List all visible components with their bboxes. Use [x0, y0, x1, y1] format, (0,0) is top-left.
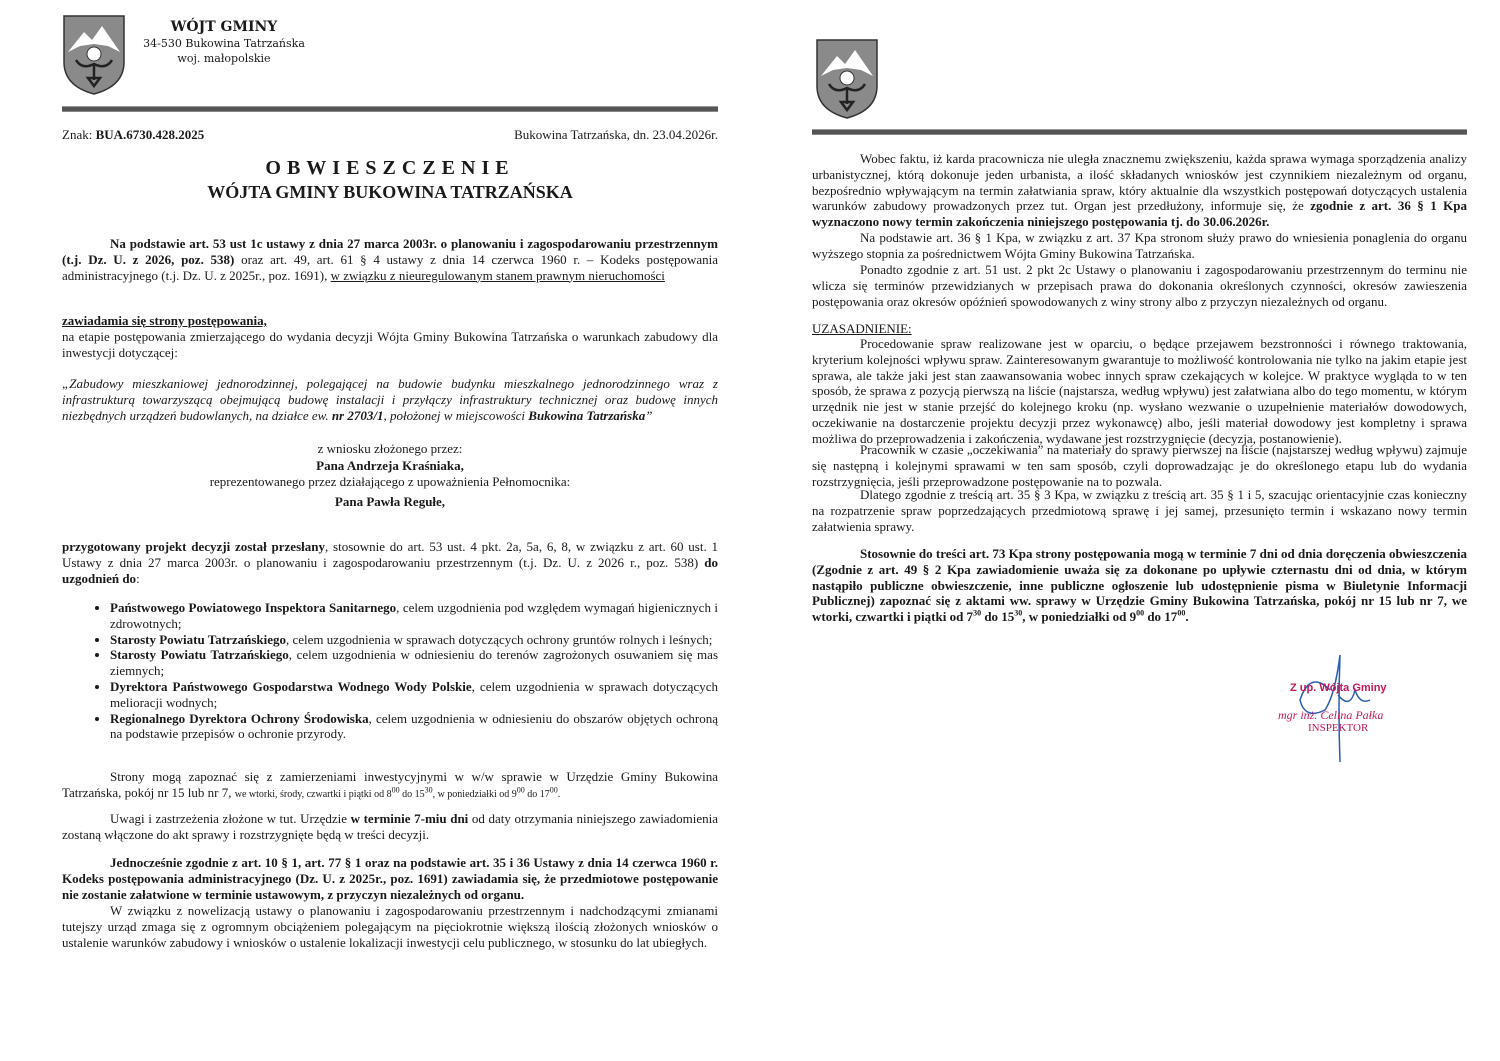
justification-text: Procedowanie spraw realizowane jest w oparciu, o będące przejawem bezstronności i równego traktowania, kryterium kolejności wpływu spraw. Zainteresowanym gwarantuje to możliwość kontrolowania nie tylko na jakim etapie jest sprawa, ale także jaki jest stan zaawansowania wobec innych spraw czekających w kolejce. W praktyce wygląda to w ten sposób, że sprawa z pozycją pierwszą na liście (najstarsza, według wpływu) jest załatwiana albo do tego momentu, w którym urzędnik nie jest w stanie przejść do kolejnego kroku (np. wysłano wezwanie o uzupełnienie materiałów dowodowych, oczekiwanie na dostarczenie projektu decyzji przez wykonawcę) albo, jeśli materiał dowodowy jest kompletny i sprawa możliwa do przeprowadzenia i zakończenia, wydawane jest rozstrzygnięcie (decyzja, postanowienie). [812, 336, 1467, 446]
hours-sup: 00 [549, 785, 558, 795]
draft-sent-text: , stosownie do art. 53 ust. 4 pkt. 2a, 5a, 6, 8, w związku z art. 60 ust. 1 Ustawy z dnia 27 marca 2003r. o planowaniu i zagospodarowaniu przestrzennym (t.j. Dz. U. z 2026 r., poz. 538) [62, 539, 718, 570]
access-text: , w poniedziałki od 9 [1022, 609, 1137, 625]
office-address: 34-530 Bukowina Tatrzańska [143, 37, 305, 50]
justification-heading [812, 321, 1467, 337]
justification-text: Dlatego zgodnie z treścią art. 35 § 3 Kpa, w związku z treścią art. 35 § 1 i 5, szacując orientacyjnie czas konieczny na rozpatrzenie spraw poprzedzających przedmiotową sprawę i jej samej, przesunięto termin i wskazano nowy termin załatwienia sprawy. [812, 487, 1467, 534]
title-line2: WÓJTA GMINY BUKOWINA TATRZAŃSKA [207, 182, 573, 202]
attorney-name: Pana Pawła Regułe, [334, 493, 446, 509]
authority-name: Dyrektora Państwowego Gospodarstwa Wodnego Wody Polskie [110, 678, 472, 694]
delay-notice-text: Jednocześnie zgodnie z art. 10 § 1, art. 77 § 1 oraz na podstawie art. 35 i 36 Ustawy z dnia 14 czerwca 1960 r. Kodeks postępowania administracyjnego (Dz. U. z 2025r., poz. 1691) zawiadamia się, że przedmiotowe postępowanie nie zostanie załatwione w terminie ustawowym, z przyczyn niezależnych od organu. [62, 855, 718, 902]
office-hours [234, 785, 561, 800]
access-text: do 15 [981, 609, 1015, 625]
hours-text: do 15 [399, 788, 425, 800]
list-item [110, 711, 718, 743]
letterhead [128, 18, 320, 66]
workload-paragraph [62, 903, 718, 950]
legal-basis-paragraph [62, 236, 718, 283]
authority-purpose: , celem uzgodnienia pod względem wymagań higienicznych i zdrowotnych; [110, 600, 718, 631]
quote-place: Bukowina Tatrzańska [528, 407, 646, 423]
office-name: WÓJT GMINY [170, 19, 278, 35]
authority-purpose: , celem uzgodnienia w sprawach dotyczących melioracji wodnych; [110, 678, 718, 710]
access-text: Stosownie do treści art. 73 Kpa strony postępowania mogą w terminie 7 dni od dnia doręczenia obwieszczenia (Zgodnie z art. 49 § 2 Kpa zawiadomienie uważa się za dokonane po upływie czternastu dni od dnia, w którym nastąpiło publiczne obwieszczenie, inne publiczne ogłoszenie lub udostępnienie pisma w Biuletynie Informacji Publicznej) zapoznać się z aktami ww. sprawy w Urzędzie Gminy Bukowina Tatrzańska, pokój nr 15 lub nr 7, we wtorki, czwartki i piątki od 7 [812, 546, 1467, 625]
reminder-right-paragraph [812, 230, 1467, 262]
remarks-paragraph [62, 811, 718, 843]
remarks-deadline: w terminie 7-miu dni [350, 811, 469, 826]
justification-paragraph-2 [812, 442, 1467, 489]
list-item [110, 632, 718, 648]
deadline-paragraph [812, 151, 1467, 230]
coat-of-arms-icon [62, 14, 126, 96]
investment-quote [62, 376, 718, 423]
list-item [110, 600, 718, 632]
quote-end: ” [645, 407, 653, 423]
agreements-list [62, 600, 718, 742]
authority-purpose: , celem uzgodnienia w odniesieniu do terenów zagrożonych osuwaniem się mas ziemnych; [110, 647, 718, 679]
authority-purpose: , celem uzgodnienia w sprawach dotyczących ochrony gruntów rolnych i leśnych; [286, 631, 713, 647]
hours-sup: 30 [973, 608, 982, 618]
authority-name: Starosty Powiatu Tatrzańskiego [110, 647, 289, 663]
reference-value: BUA.6730.428.2025 [95, 127, 205, 142]
workload-text: W związku z nowelizacją ustawy o planowaniu i zagospodarowaniu przestrzennym i nadchodzącymi zmianami tutejszy urząd zmaga się z ogromnym obciążeniem polegającym na pięciokrotnie większą ilością złożonych wniosków o ustalenie warunków zabudowy i wniosków o ustalenie lokalizacji inwestycji celu publicznego, w stosunku do lat ubiegłych. [62, 903, 718, 950]
justification-paragraph-3 [812, 487, 1467, 534]
reminder-text: Na podstawie art. 36 § 1 Kpa, w związku z art. 37 Kpa stronom służy prawo do wniesienia ponaglenia do organu wyższego stopnia za pośrednictwem Wójta Gminy Bukowina Tatrzańska. [812, 230, 1467, 261]
hours-sup: 00 [391, 785, 400, 795]
hours-text: . [557, 788, 561, 800]
document-title [62, 156, 718, 204]
remarks-text-2: od daty otrzymania niniejszego zawiadomienia zostaną włączone do akt sprawy i rozstrzygnięte będą w treści decyzji. [62, 811, 719, 842]
hours-sup: 30 [424, 785, 433, 795]
header-divider [62, 106, 718, 112]
office-region: woj. małopolskie [177, 52, 271, 65]
authority-purpose: , celem uzgodnienia w odniesieniu do obszarów objętych ochroną na podstawie przepisów o ochronie przyrody. [110, 710, 719, 742]
hours-text: we wtorki, środy, czwartki i piątki od 8 [234, 788, 392, 800]
draft-sent-bold: przygotowany projekt decyzji został przesłany [62, 539, 325, 554]
title-line1: OBWIESZCZENIE [265, 157, 515, 179]
justification-text: Pracownik w czasie „oczekiwania” na materiały do sprawy pierwszej na liście (najstarszej według wpływu) zajmuje się następną i kolejnymi sprawami w ten sam sposób, czyli doprowadzając je do określonego etapu lub do wydania rozstrzygnięcia, jeśli przeprowadzone postępowanie na to pozwala. [812, 442, 1467, 489]
authority-name: Regionalnego Dyrektora Ochrony Środowiska [110, 710, 369, 726]
hours-text: , w poniedziałki od 9 [432, 788, 517, 800]
inspection-text: Strony mogą zapoznać się z zamierzeniami inwestycyjnymi w w/w sprawie w Urzędzie Gminy Bukowina Tatrzańska, pokój nr 15 lub nr 7, [62, 769, 718, 800]
reference-line [62, 127, 718, 143]
authority-name: Państwowego Powiatowego Inspektora Sanitarnego [110, 600, 397, 615]
access-text: do 17 [1144, 609, 1178, 625]
list-item [110, 679, 718, 711]
hours-sup: 00 [1136, 608, 1145, 618]
notice-text: na etapie postępowania zmierzającego do wydania decyzji Wójta Gminy Bukowina Tatrzańska o warunkach zabudowy dla inwestycji dotyczącej: [62, 328, 718, 360]
inspection-paragraph [62, 769, 718, 803]
legal-basis-text: oraz art. 49, art. 61 § 4 ustawy z dnia 14 czerwca 1960 r. – Kodeks postępowania administracyjnego (t.j. Dz. U. z 2025r., poz. 1691), [62, 251, 719, 283]
hours-sup: 00 [1177, 608, 1186, 618]
access-files-paragraph [812, 546, 1467, 625]
parcel-number: nr 2703/1 [331, 407, 384, 423]
quote-text: „Zabudowy mieszkaniowej jednorodzinnej, polegającej na budowie budynku mieszkalnego jednorodzinnego wraz z infrastrukturą towarzyszącą obejmującą budowę instalacji i przyłączy infrastruktury technicznej oraz budowę innych niezbędnych urządzeń budowlanych, na działce ew. [62, 376, 718, 423]
stamp-line-1: Z up. Wójta Gminy [1290, 682, 1387, 694]
remarks-text: Uwagi i zastrzeżenia złożone w tut. Urzędzie [110, 811, 351, 826]
list-item [110, 647, 718, 679]
exclusions-paragraph [812, 262, 1467, 309]
coat-of-arms-icon [815, 38, 879, 120]
hours-sup: 30 [1014, 608, 1023, 618]
draft-sent-bold-2: do uzgodnień do [62, 554, 718, 586]
quote-text-2: , położonej w miejscowości [383, 407, 529, 423]
draft-sent-end: : [136, 570, 140, 586]
draft-sent-paragraph [62, 539, 718, 586]
justification-paragraph-1 [812, 336, 1467, 447]
signature-stamp [1280, 650, 1440, 770]
stamp-line-2: mgr inż. Celina Pałka [1278, 708, 1384, 722]
applicant-block [62, 441, 718, 510]
notice-heading: zawiadamia się strony postępowania, [62, 313, 267, 328]
legal-basis-underlined: w związku z nieuregulowanym stanem prawnym nieruchomości [330, 267, 665, 283]
notice-block [62, 313, 718, 360]
reference-number [62, 127, 204, 143]
deadline-text: Wobec faktu, iż karda pracownicza nie uległa znacznemu zwiększeniu, każda sprawa wymaga sporządzenia analizy urbanistycznej, którą dokonuje jeden urbanista, a ilość składanych wniosków jest czynnikiem niezależnym od organu, bezpośrednio wpływającym na termin załatwiania spraw, który aktualnie dla wszystkich postępowań dotyczących ustalenia warunków zabudowy prowadzonych przez tut. Organ jest przedłużony, informuje się, że [812, 151, 1467, 214]
access-text: . [1185, 609, 1189, 625]
new-deadline: zgodnie z art. 36 § 1 Kpa wyznaczono nowy termin zakończenia niniejszego postępowania tj. do 30.06.2026r. [812, 198, 1467, 230]
reference-label: Znak: [62, 127, 93, 142]
legal-basis-bold: Na podstawie art. 53 ust 1c ustawy z dnia 27 marca 2003r. o planowaniu i zagospodarowaniu przestrzennym (t.j. Dz. U. z 2026, poz. 538) [62, 236, 718, 267]
justification-title: UZASADNIENIE: [812, 321, 912, 336]
hours-sup: 00 [516, 785, 525, 795]
place-date: Bukowina Tatrzańska, dn. 23.04.2026r. [514, 127, 718, 142]
authority-name: Starosty Powiatu Tatrzańskiego [110, 631, 286, 647]
exclusions-text: Ponadto zgodnie z art. 51 ust. 2 pkt 2c Ustawy o planowaniu i zagospodarowaniu przestrzennym do terminu nie wlicza się terminów przewidzianych w przepisach prawa do dokonania określonych czynności, okresów zawieszenia postępowania oraz okresów opóźnień spowodowanych z winy strony albo z przyczyn niezależnych od organu. [812, 262, 1467, 309]
delay-notice-paragraph [62, 855, 718, 902]
represented-by: reprezentowanego przez działającego z upoważnienia Pełnomocnika: [209, 474, 571, 489]
applicant-intro: z wniosku złożonego przez: [317, 441, 463, 456]
header-divider [812, 129, 1467, 135]
stamp-line-3: INSPEKTOR [1308, 722, 1369, 734]
applicant-name: Pana Andrzeja Kraśniaka, [316, 457, 464, 473]
hours-text: do 17 [524, 788, 550, 800]
